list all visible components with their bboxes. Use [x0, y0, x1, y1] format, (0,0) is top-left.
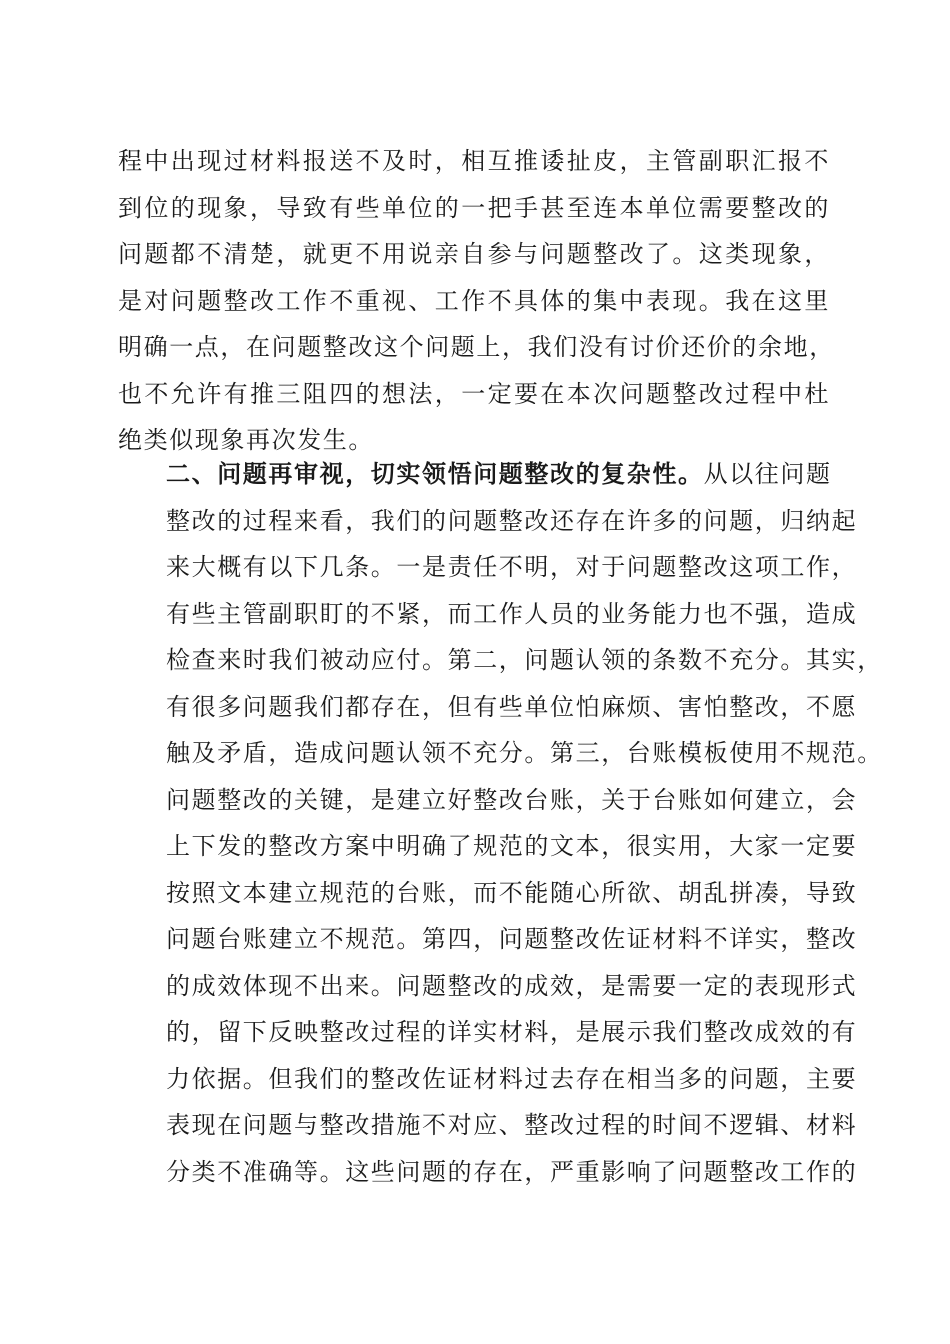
- text-line: 表现在问题与整改措施不对应、整改过程的时间不逻辑、材料: [166, 1111, 858, 1139]
- text-line: 问题都不清楚，就更不用说亲自参与问题整改了。这类现象，: [118, 240, 830, 268]
- paragraph-continued: [118, 138, 835, 464]
- text-line: 触及矛盾，造成问题认领不充分。第三，台账模板使用不规范。: [166, 739, 883, 767]
- text-line: 检查来时我们被动应付。第二，问题认领的条数不充分。其实，: [166, 646, 883, 674]
- text-line: 的，留下反映整改过程的详实材料，是展示我们整改成效的有: [166, 1018, 858, 1046]
- text-line: 力依据。但我们的整改佐证材料过去存在相当多的问题，主要: [166, 1064, 858, 1093]
- text-line: 整改的过程来看，我们的问题整改还存在许多的问题，归纳起: [166, 506, 858, 535]
- section-heading: 二、问题再审视，切实领悟问题整改的复杂性。: [166, 460, 704, 488]
- text-line: 有很多问题我们都存在，但有些单位怕麻烦、害怕整改，不愿: [166, 692, 858, 721]
- text-line: 到位的现象，导致有些单位的一把手甚至连本单位需要整改的: [118, 193, 830, 222]
- text-line: 的成效体现不出来。问题整改的成效，是需要一定的表现形式: [166, 971, 858, 1000]
- text-line: 程中出现过材料报送不及时，相互推诿扯皮，主管副职汇报不: [118, 147, 830, 175]
- text-line: 按照文本建立规范的台账，而不能随心所欲、胡乱拼凑，导致: [166, 878, 858, 907]
- text-line: 来大概有以下几条。一是责任不明，对于问题整改这项工作，: [166, 553, 858, 581]
- text-line: 也不允许有推三阻四的想法，一定要在本次问题整改过程中杜: [118, 379, 830, 408]
- text-line: 问题台账建立不规范。第四，问题整改佐证材料不详实，整改: [166, 925, 858, 953]
- text-line: 明确一点，在问题整改这个问题上，我们没有讨价还价的余地，: [118, 333, 835, 361]
- text-line: 有些主管副职盯的不紧，而工作人员的业务能力也不强，造成: [166, 599, 858, 628]
- text-line: 分类不准确等。这些问题的存在，严重影响了问题整改工作的: [166, 1157, 858, 1186]
- text-line: 是对问题整改工作不重视、工作不具体的集中表现。我在这里: [118, 286, 830, 315]
- text-run: 从以往问题: [703, 460, 832, 488]
- text-line-first: [118, 451, 830, 498]
- section-two-paragraph: [118, 451, 883, 1195]
- text-line: 绝类似现象再次发生。: [118, 426, 374, 454]
- text-line: 问题整改的关键，是建立好整改台账，关于台账如何建立，会: [166, 785, 858, 814]
- text-line: 上下发的整改方案中明确了规范的文本，很实用，大家一定要: [166, 832, 858, 860]
